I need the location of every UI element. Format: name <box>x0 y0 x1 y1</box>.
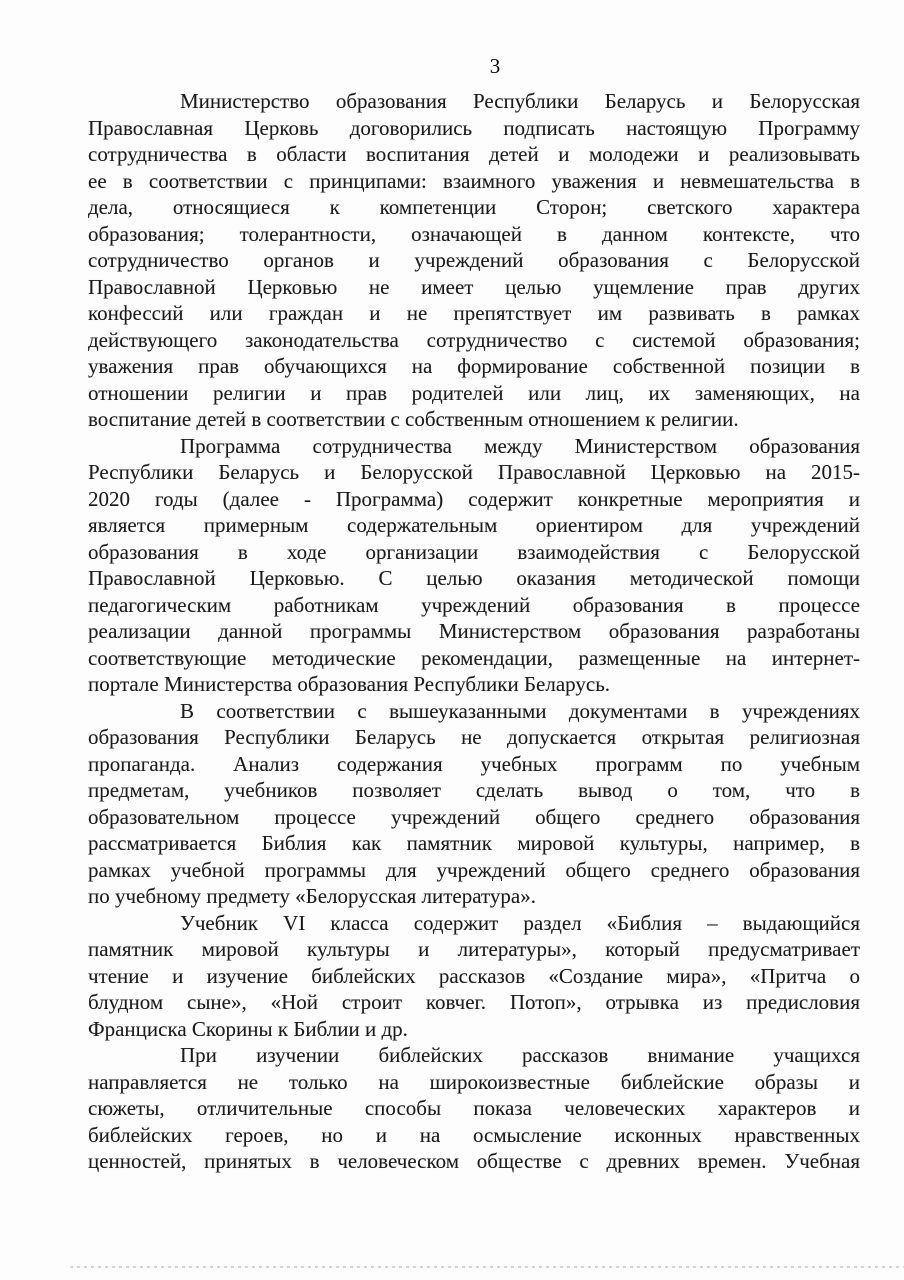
text-line: Франциска Скорины к Библии и др. <box>88 1016 408 1041</box>
text-line: Православной Церковью. С целью оказания методической помощи <box>88 566 860 590</box>
text-line: рассматривается Библия как памятник мировой культуры, например, в <box>88 831 860 855</box>
text-line: направляется не только на широкоизвестные библейские образы и <box>88 1069 860 1094</box>
paragraph <box>88 1042 860 1175</box>
text-line: образования; толерантности, означающей в данном контексте, что <box>88 221 860 246</box>
text-line: пропаганда. Анализ содержания учебных программ по учебным <box>88 751 860 776</box>
text-line: педагогическим работникам учреждений образования в процессе <box>88 592 860 617</box>
text-line: Учебник VI класса содержит раздел «Библия – выдающийся <box>180 910 860 935</box>
text-line: рамках учебной программы для учреждений общего среднего образования <box>88 857 860 882</box>
text-line: сотрудничество органов и учреждений образования с Белорусской <box>88 248 860 272</box>
text-line: уважения прав обучающихся на формирование собственной позиции в <box>88 354 860 378</box>
paragraph <box>88 88 860 433</box>
text-line: ценностей, принятых в человеческом обществе с древних времен. Учебная <box>88 1149 860 1173</box>
text-line: блудном сыне», «Ной строит ковчег. Потоп», отрывка из предисловия <box>88 990 860 1014</box>
text-line: соответствующие методические рекомендации, размещенные на интернет- <box>88 645 860 670</box>
paragraph <box>88 698 860 910</box>
document-body <box>88 88 860 1175</box>
text-line: библейских героев, но и на осмысление исконных нравственных <box>88 1122 860 1147</box>
text-line: Республики Беларусь и Белорусской Православной Церковью на 2015- <box>88 460 860 484</box>
text-line: воспитание детей в соответствии с собственным отношением к религии. <box>88 407 739 431</box>
text-line: Программа сотрудничества между Министерством образования <box>180 433 860 458</box>
text-line: 2020 годы (далее - Программа) содержит конкретные мероприятия и <box>88 486 860 511</box>
text-line: является примерным содержательным ориентиром для учреждений <box>88 513 860 537</box>
paragraph <box>88 433 860 698</box>
text-line: отношении религии и прав родителей или лиц, их заменяющих, на <box>88 380 860 405</box>
text-line: реализации данной программы Министерством образования разработаны <box>88 619 860 643</box>
text-line: чтение и изучение библейских рассказов «Создание мира», «Притча о <box>88 963 860 988</box>
text-line: действующего законодательства сотрудничество с системой образования; <box>88 327 860 352</box>
scan-artifact-line <box>70 1266 904 1268</box>
text-line: памятник мировой культуры и литературы», который предусматривает <box>88 937 860 961</box>
text-line: портале Министерства образования Республики Беларусь. <box>88 672 611 696</box>
text-line: сюжеты, отличительные способы показа человеческих характеров и <box>88 1096 860 1120</box>
text-line: предметам, учебников позволяет сделать вывод о том, что в <box>88 778 860 802</box>
text-line: В соответствии с вышеуказанными документами в учреждениях <box>180 698 860 723</box>
text-line: Министерство образования Республики Беларусь и Белорусская <box>180 89 860 113</box>
text-line: дела, относящиеся к компетенции Сторон; светского характера <box>88 195 860 219</box>
text-line: образования в ходе организации взаимодействия с Белорусской <box>88 539 860 564</box>
text-line: конфессий или граждан и не препятствует им развивать в рамках <box>88 301 860 325</box>
text-line: ее в соответствии с принципами: взаимного уважения и невмешательства в <box>88 168 860 193</box>
page-number: 3 <box>489 54 501 78</box>
text-line: Православная Церковь договорились подписать настоящую Программу <box>88 115 860 140</box>
text-line: сотрудничества в области воспитания детей и молодежи и реализовывать <box>88 142 860 166</box>
text-line: образовательном процессе учреждений общего среднего образования <box>88 804 860 829</box>
text-line: Православной Церковью не имеет целью ущемление прав других <box>88 274 860 299</box>
text-line: по учебному предмету «Белорусская литература». <box>88 884 536 908</box>
text-line: При изучении библейских рассказов внимание учащихся <box>180 1043 860 1067</box>
text-line: образования Республики Беларусь не допускается открытая религиозная <box>88 725 860 749</box>
paragraph <box>88 910 860 1043</box>
